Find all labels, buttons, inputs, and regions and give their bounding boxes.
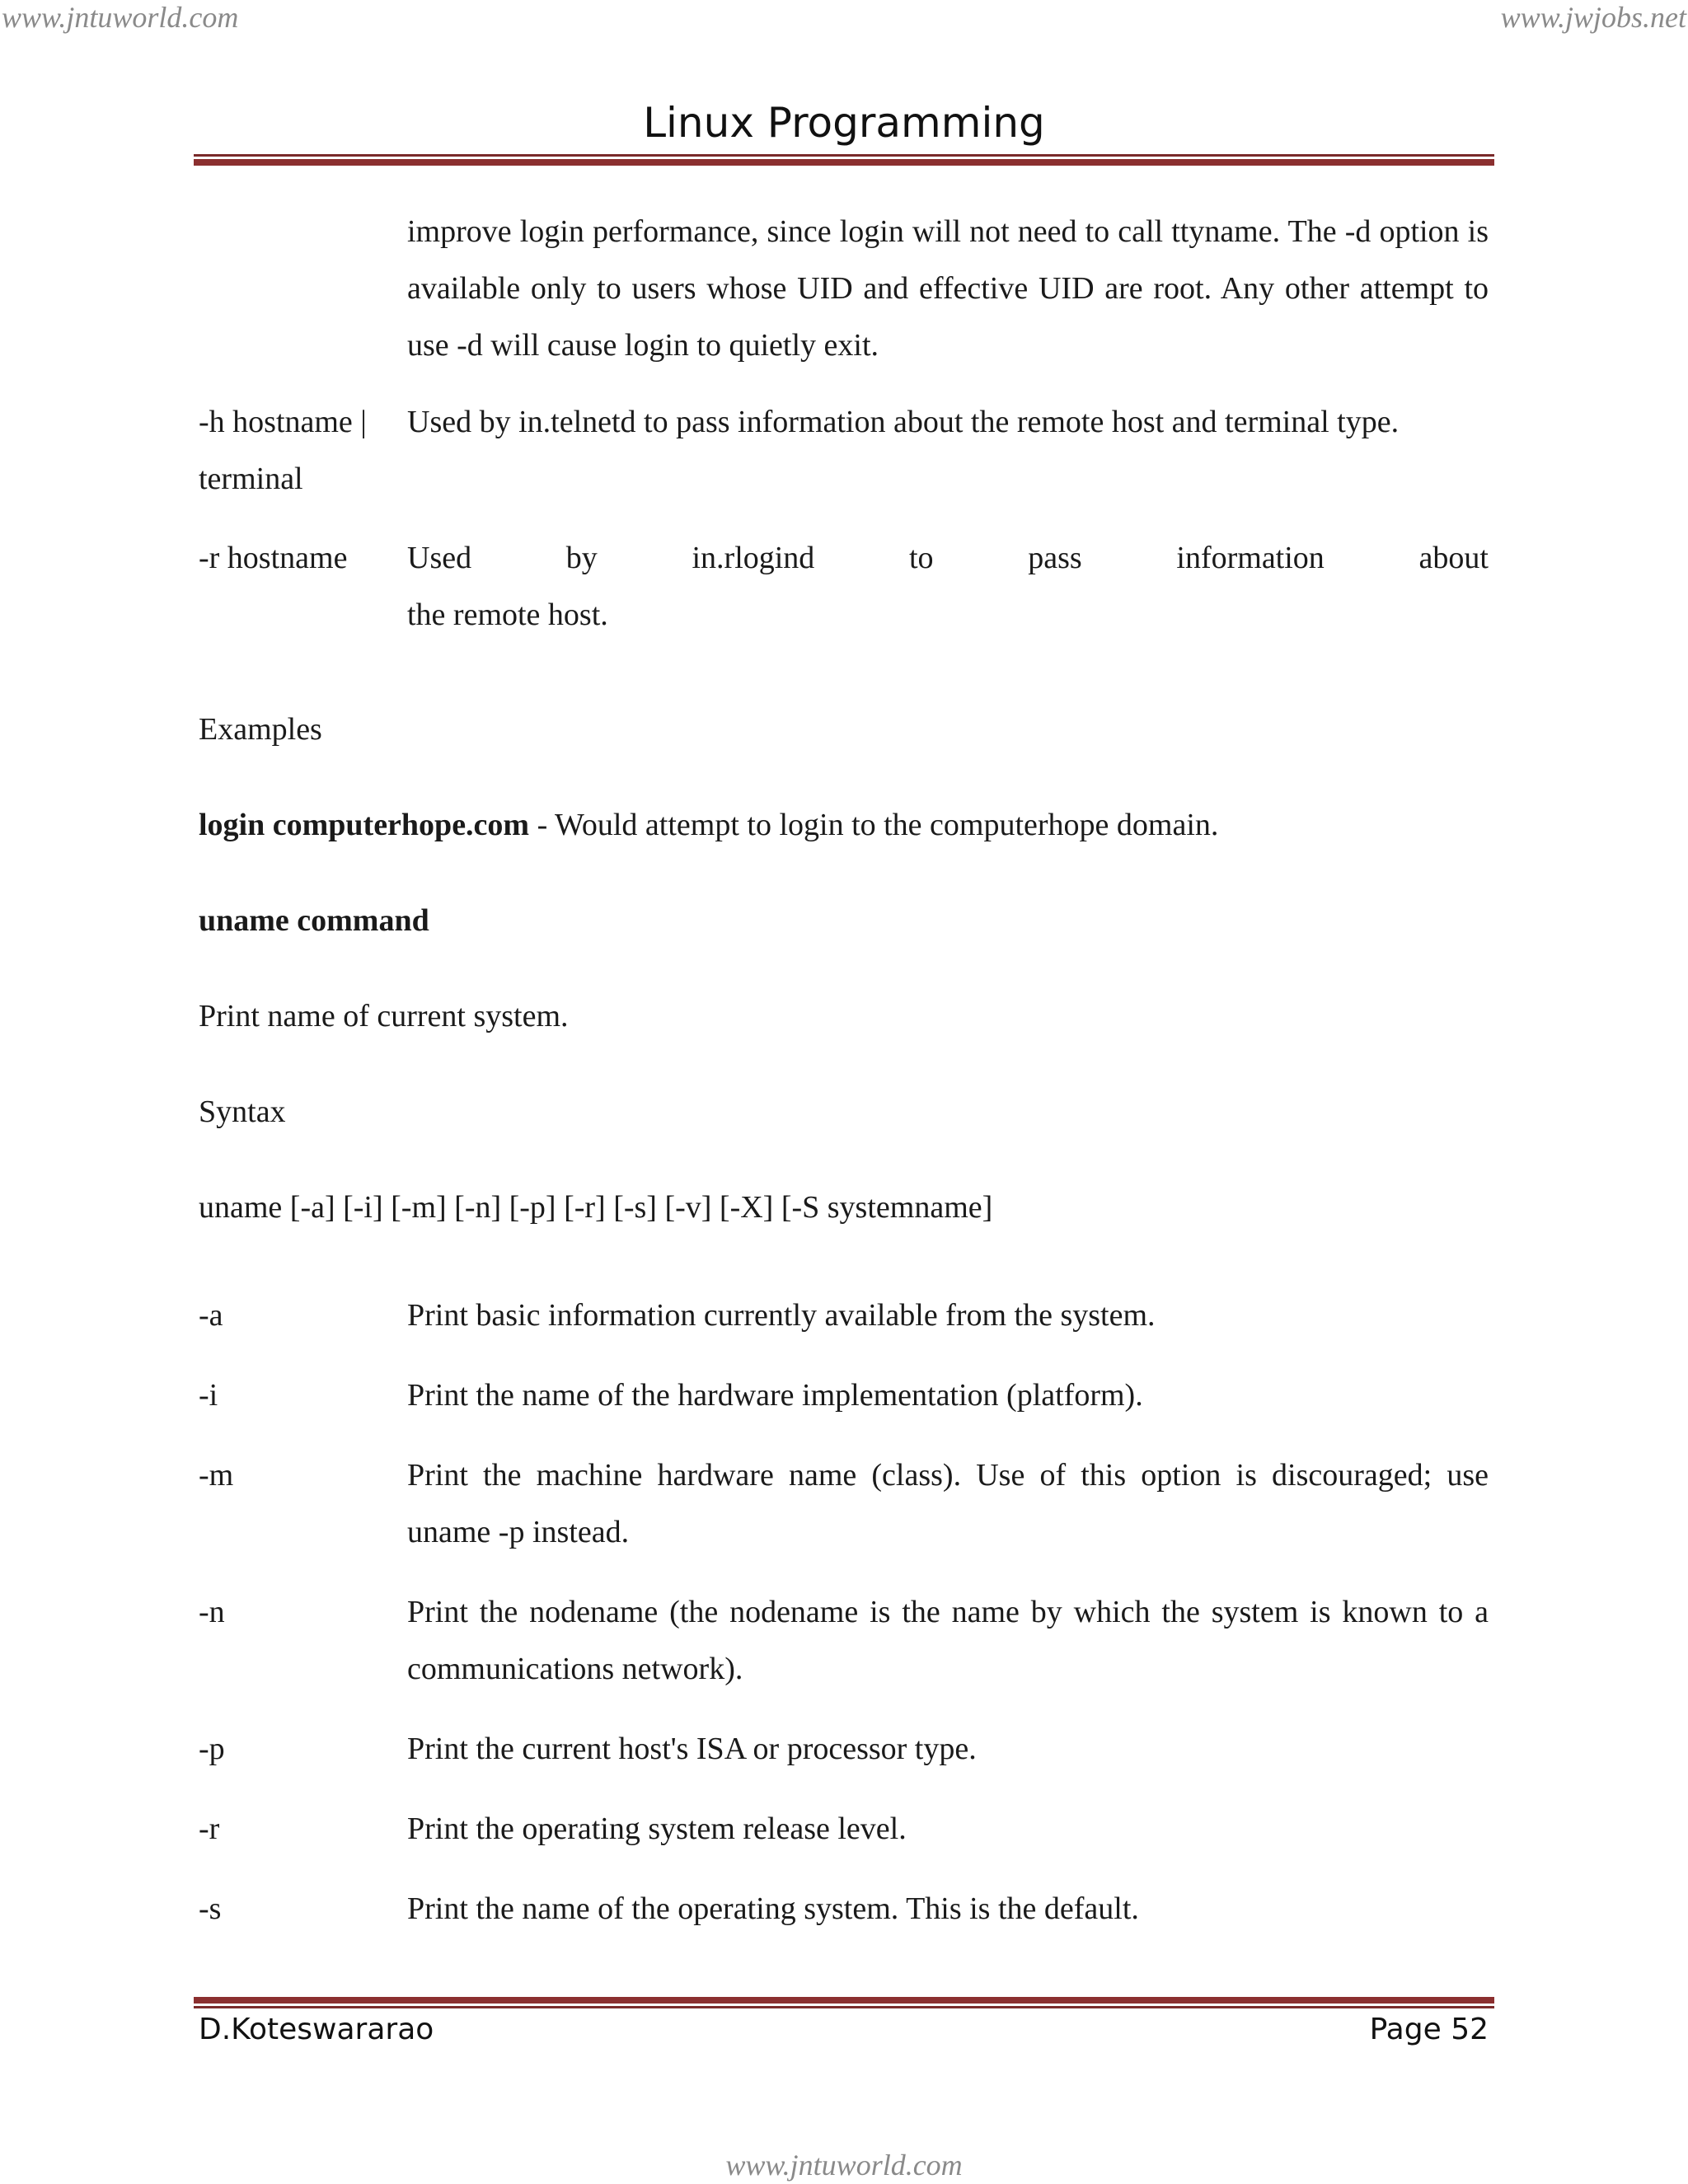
option-description: Print the current host's ISA or processor type. <box>407 1732 977 1766</box>
page-number: Page 52 <box>1369 2013 1489 2046</box>
r-word: by <box>565 541 598 575</box>
r-hostname-flag: -r hostname <box>199 541 348 575</box>
r-word: to <box>909 541 934 575</box>
footer-author: D.Koteswararao <box>199 2013 434 2046</box>
example-command: login computerhope.com <box>199 808 530 842</box>
r-hostname-description-cont: the remote host. <box>407 598 608 632</box>
option-description: Print the machine hardware name (class). Use of this option is discouraged; use uname -p instead. <box>407 1458 1489 1549</box>
r-word: Used <box>407 541 472 575</box>
uname-summary: Print name of current system. <box>199 999 569 1033</box>
r-hostname-description <box>407 530 1489 587</box>
r-word: pass <box>1028 541 1082 575</box>
watermark-bottom: www.jntuworld.com <box>725 2149 963 2182</box>
header-rule <box>194 154 1494 166</box>
r-word: information <box>1176 541 1325 575</box>
watermark-top-right: www.jwjobs.net <box>1500 1 1686 34</box>
option-flag: -r <box>199 1811 220 1846</box>
footer-rule <box>194 1997 1494 2008</box>
watermark-top-left: www.jntuworld.com <box>2 1 239 34</box>
syntax-line: uname [-a] [-i] [-m] [-n] [-p] [-r] [-s] [-v] [-X] [-S systemname] <box>199 1190 993 1225</box>
r-word: about <box>1418 541 1489 575</box>
option-description: Print the nodename (the nodename is the name by which the system is known to a communications network). <box>407 1595 1489 1686</box>
h-option-flag-cont: terminal <box>199 462 303 496</box>
example-description: - Would attempt to login to the computerhope domain. <box>529 808 1219 842</box>
example-line <box>199 797 1218 854</box>
option-flag: -s <box>199 1891 222 1926</box>
option-description: Print the operating system release level. <box>407 1811 907 1846</box>
h-option-description: Used by in.telnetd to pass information about the remote host and terminal type. <box>407 405 1400 439</box>
option-flag: -n <box>199 1595 225 1629</box>
option-description: Print basic information currently available from the system. <box>407 1298 1156 1333</box>
option-flag: -i <box>199 1378 218 1413</box>
d-option-description: improve login performance, since login will not need to call ttyname. The -d option is available only to users whose UID and effective UID are root. Any other attempt to use -d will cause login to quietly exit. <box>407 214 1489 363</box>
examples-heading: Examples <box>199 712 322 747</box>
option-flag: -m <box>199 1458 234 1493</box>
uname-heading: uname command <box>199 903 429 938</box>
page-title: Linux Programming <box>643 99 1045 147</box>
h-option-flag: -h hostname | <box>199 405 367 439</box>
option-description: Print the name of the operating system. This is the default. <box>407 1891 1139 1926</box>
option-flag: -a <box>199 1298 223 1333</box>
syntax-heading: Syntax <box>199 1094 286 1129</box>
option-description: Print the name of the hardware implementation (platform). <box>407 1378 1143 1413</box>
option-flag: -p <box>199 1732 225 1766</box>
r-word: in.rlogind <box>692 541 815 575</box>
